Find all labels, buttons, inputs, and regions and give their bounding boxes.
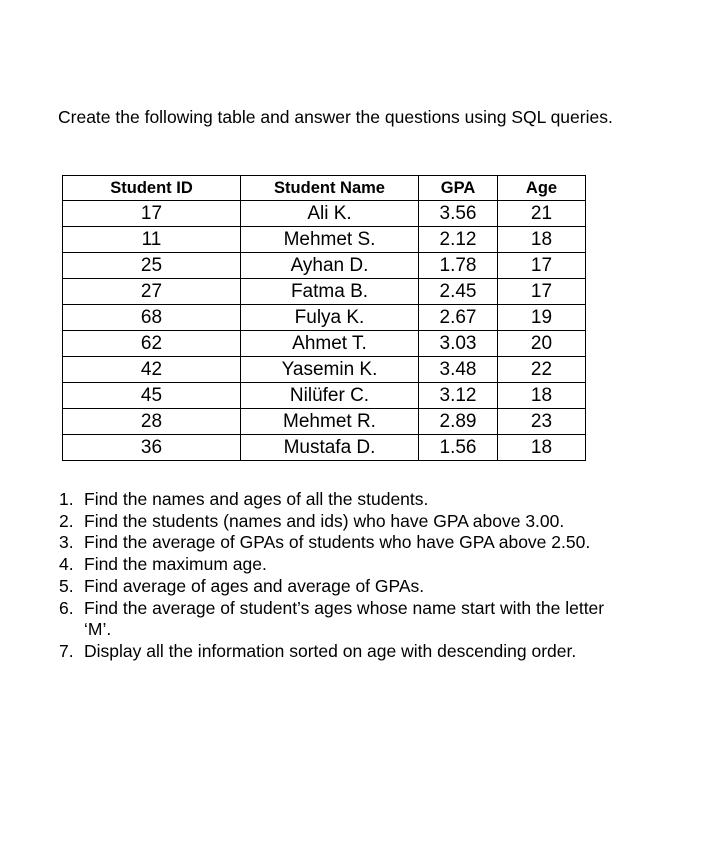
students-table (62, 175, 586, 461)
table-row (63, 383, 586, 409)
cell-student-name: Mehmet S. (241, 227, 419, 253)
table-row (63, 279, 586, 305)
cell-student-id: 11 (63, 227, 241, 253)
table-row (63, 357, 586, 383)
cell-gpa: 3.56 (419, 201, 498, 227)
cell-gpa: 1.78 (419, 253, 498, 279)
cell-student-name: Mehmet R. (241, 409, 419, 435)
cell-age: 18 (498, 383, 586, 409)
cell-student-name: Fatma B. (241, 279, 419, 305)
cell-age: 19 (498, 305, 586, 331)
question-text: Find the average of GPAs of students who have GPA above 2.50. (84, 532, 591, 553)
question-text: Find the names and ages of all the students. (84, 489, 429, 509)
cell-gpa: 2.45 (419, 279, 498, 305)
question-item (58, 532, 618, 554)
question-number: 3. (59, 532, 74, 553)
cell-student-id: 17 (63, 201, 241, 227)
intro-text: Create the following table and answer the questions using SQL queries. (58, 107, 613, 127)
cell-age: 18 (498, 435, 586, 461)
cell-student-id: 45 (63, 383, 241, 409)
cell-student-id: 62 (63, 331, 241, 357)
table-row (63, 227, 586, 253)
cell-age: 22 (498, 357, 586, 383)
question-text: Display all the information sorted on age with descending order. (84, 640, 577, 661)
table-row (63, 201, 586, 227)
question-number: 2. (59, 510, 74, 531)
cell-age: 23 (498, 409, 586, 435)
cell-student-name: Ahmet T. (241, 331, 419, 357)
cell-student-id: 36 (63, 435, 241, 461)
cell-gpa: 3.12 (419, 383, 498, 409)
cell-student-name: Ayhan D. (241, 253, 419, 279)
cell-student-id: 25 (63, 253, 241, 279)
header-age: Age (498, 176, 586, 201)
question-item (58, 511, 618, 533)
header-student-name: Student Name (241, 176, 419, 201)
cell-age: 17 (498, 253, 586, 279)
cell-gpa: 3.03 (419, 331, 498, 357)
table-row (63, 435, 586, 461)
header-student-id: Student ID (63, 176, 241, 201)
table-row (63, 253, 586, 279)
cell-student-name: Fulya K. (241, 305, 419, 331)
question-text: Find the students (names and ids) who have GPA above 3.00. (84, 510, 565, 531)
header-gpa: GPA (419, 176, 498, 201)
cell-student-id: 68 (63, 305, 241, 331)
cell-age: 20 (498, 331, 586, 357)
question-item (58, 554, 618, 576)
table-row (63, 409, 586, 435)
cell-student-name: Ali K. (241, 201, 419, 227)
question-text: Find the maximum age. (84, 554, 267, 575)
cell-student-id: 27 (63, 279, 241, 305)
table-header-row (63, 176, 586, 201)
question-item (58, 489, 618, 511)
cell-gpa: 1.56 (419, 435, 498, 461)
cell-student-id: 28 (63, 409, 241, 435)
question-item (58, 641, 618, 663)
question-item (58, 598, 618, 641)
question-number: 1. (59, 489, 74, 509)
cell-student-name: Nilüfer C. (241, 383, 419, 409)
cell-student-name: Mustafa D. (241, 435, 419, 461)
question-number: 4. (59, 554, 74, 575)
cell-gpa: 2.12 (419, 227, 498, 253)
table-row (63, 305, 586, 331)
question-number: 6. (59, 597, 74, 618)
question-item (58, 576, 618, 598)
question-text: Find the average of student’s ages whose name start with the letter ‘M’. (84, 597, 605, 640)
cell-gpa: 2.89 (419, 409, 498, 435)
cell-student-name: Yasemin K. (241, 357, 419, 383)
cell-age: 21 (498, 201, 586, 227)
cell-gpa: 2.67 (419, 305, 498, 331)
cell-student-id: 42 (63, 357, 241, 383)
question-number: 5. (59, 575, 74, 596)
cell-gpa: 3.48 (419, 357, 498, 383)
table-row (63, 331, 586, 357)
question-number: 7. (59, 640, 74, 661)
questions-list (58, 489, 618, 663)
question-text: Find average of ages and average of GPAs. (84, 575, 425, 596)
cell-age: 17 (498, 279, 586, 305)
cell-age: 18 (498, 227, 586, 253)
